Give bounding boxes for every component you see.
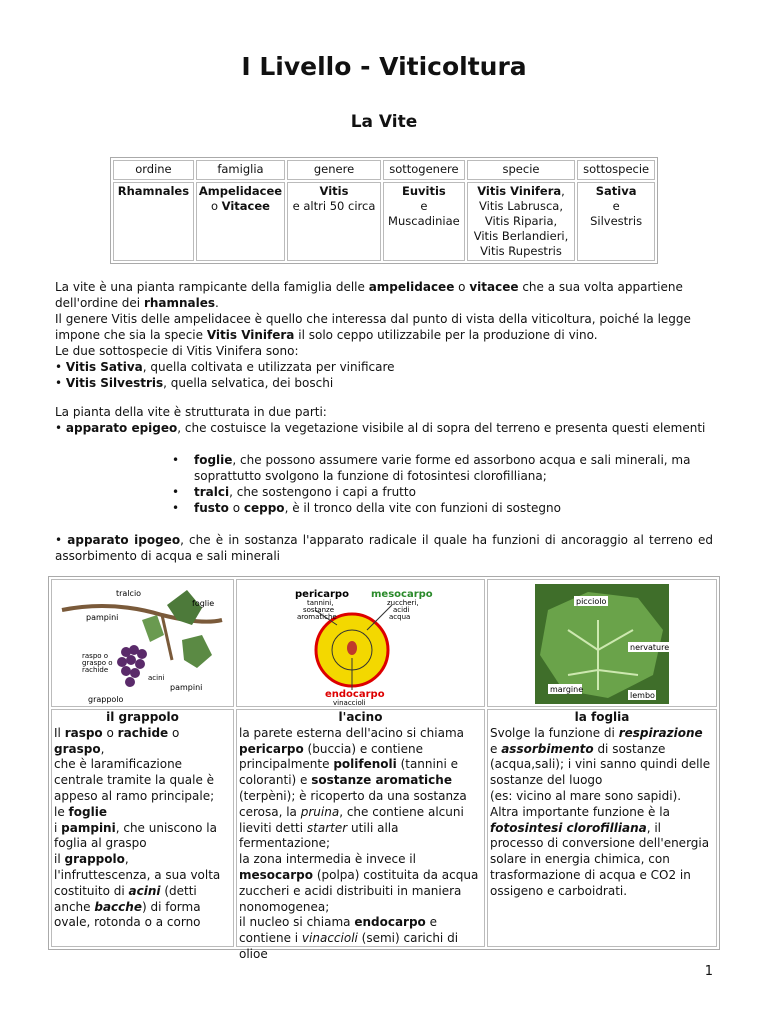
label-foglie: foglie	[192, 599, 215, 608]
grappolo-text-cell	[51, 709, 234, 947]
page-title: I Livello - Viticoltura	[241, 52, 527, 81]
genere-a: Vitis	[319, 184, 349, 198]
cell-specie	[467, 182, 575, 261]
p1-bold: Vitis Sativa	[65, 360, 143, 374]
col2-text: e contiene i	[239, 915, 437, 946]
col2-text: la zona intermedia è invece il	[239, 852, 416, 867]
p1-text: che a sua volta appartiene dell'ordine dei	[55, 280, 683, 310]
famiglia-a: Ampelidacee	[198, 184, 283, 198]
famiglia-b: Vitacee	[221, 199, 270, 213]
specie-comma: ,	[561, 184, 565, 198]
famiglia-o: o	[210, 199, 218, 213]
ipogeo-paragraph	[55, 532, 713, 564]
taxonomy-table	[110, 157, 658, 264]
col2-bold: polifenoli	[333, 757, 397, 772]
col2-bold: endocarpo	[354, 915, 426, 930]
specie-b: Vitis Labrusca,	[479, 199, 563, 213]
header-specie: specie	[467, 160, 575, 180]
specie-e: Vitis Rupestris	[480, 244, 562, 258]
header-genere: genere	[287, 160, 381, 180]
col1-text: o	[102, 725, 118, 740]
sottogenere-b: Muscadiniae	[388, 214, 460, 228]
col1-text: che è laramificazione centrale tramite la quale è appeso al ramo principale;	[54, 757, 215, 803]
label-picciolo: picciolo	[576, 597, 607, 606]
col2-bold: pericarpo	[239, 741, 304, 756]
taxonomy-data-row	[113, 182, 655, 261]
sottospecie-e: e	[612, 199, 620, 213]
cell-genere	[287, 182, 381, 261]
cell-ordine	[113, 182, 194, 261]
col3-bold-italic: assorbimento	[501, 741, 594, 756]
col1-bold: foglie	[68, 804, 107, 819]
label-pampini-2: pampini	[170, 683, 203, 692]
label-nervature: nervature	[630, 643, 670, 652]
label-zuccheri: zuccheri,	[387, 599, 419, 607]
item-bold: ceppo	[243, 501, 285, 515]
col1-text: , che uniscono la foglia al graspo	[54, 820, 217, 851]
col1-text: Il	[54, 725, 65, 740]
col1-bold: rachide	[117, 725, 169, 740]
item-text: , è il tronco della vite con funzioni di sostegno	[284, 501, 561, 515]
list-item	[172, 500, 713, 516]
col1-bold: raspo	[64, 725, 103, 740]
col2-text: , che contiene alcuni lieviti detti	[239, 804, 464, 835]
col2-text: (polpa) costituita da acqua zuccheri e acidi distribuiti in maniera nonomogenea;	[239, 867, 479, 914]
label-rachide: rachide	[82, 666, 109, 674]
p2-text: La pianta della vite è strutturata in due parti:	[55, 405, 327, 419]
p2-bold: apparato epigeo	[65, 421, 178, 435]
col2-text: la parete esterna dell'acino si chiama	[239, 725, 464, 740]
col1-bold: graspo	[54, 741, 101, 756]
sottogenere-a: Euvitis	[402, 184, 446, 198]
label-endocarpo: endocarpo	[325, 689, 385, 700]
col1-bold: grappolo	[64, 852, 125, 867]
grappolo-image-cell	[51, 579, 234, 707]
header-famiglia: famiglia	[196, 160, 285, 180]
label-aromatiche: aromatiche	[297, 613, 337, 621]
col1-text: l'infruttescenza, a sua volta costituito di	[54, 867, 221, 898]
col3-bold-italic: respirazione	[618, 725, 703, 740]
specie-d: Vitis Berlandieri,	[473, 229, 569, 243]
col2-italic: starter	[306, 820, 348, 835]
ordine-value: Rhamnales	[117, 184, 190, 198]
p1-bold: rhamnales	[143, 296, 216, 310]
col1-text: ,	[100, 741, 105, 756]
label-tannini: tannini,	[307, 599, 334, 607]
p1-bold: Vitis Silvestris	[65, 376, 164, 390]
col2-bold: mesocarpo	[239, 867, 313, 882]
p3-text: , che è in sostanza l'apparato radicale il quale ha funzioni di ancoraggio al terreno ed assorbimento di acqua e sali minerali	[55, 533, 714, 563]
col2-text: (semi) carichi di olioe	[239, 931, 459, 961]
label-pampini: pampini	[86, 613, 119, 622]
sottospecie-a: Sativa	[595, 184, 637, 198]
p1-bold: vitacee	[469, 280, 519, 294]
col1-text: il	[54, 852, 65, 867]
specie-a: Vitis Vinifera	[477, 184, 562, 198]
item-bold: fusto	[194, 501, 229, 515]
foglia-text-cell	[487, 709, 717, 947]
p2-text: , che costuisce la vegetazione visibile al di sopra del terreno e presenta questi elementi	[177, 421, 706, 435]
bullet-icon: •	[55, 421, 63, 435]
section-subtitle: La Vite	[350, 112, 418, 132]
col3-text: di sostanze (acqua,sali); i vini sanno quindi delle sostanze del luogo	[490, 741, 711, 788]
p1-text: Le due sottospecie di Vitis Vinifera sono:	[55, 344, 299, 358]
specie-c: Vitis Riparia,	[484, 214, 558, 228]
col1-text: i	[54, 820, 62, 835]
page-number: 1	[704, 964, 713, 979]
p1-text: il solo ceppo utilizzabile per la produzione di vino.	[294, 328, 598, 342]
bullet-icon: •	[55, 360, 63, 374]
p1-text: o	[454, 280, 470, 294]
col1-bold: pampini	[61, 820, 116, 835]
label-sostanze: sostanze	[303, 606, 335, 614]
p1-text: Il genere Vitis delle ampelidacee è quello che interessa dal punto di vista della viticoltura, poiché la legge impone che sia la specie	[55, 312, 691, 342]
acino-heading: l'acino	[338, 710, 383, 724]
structure-paragraph	[55, 404, 713, 436]
epigeo-list	[172, 452, 713, 516]
genere-b: e altri 50 circa	[292, 199, 376, 213]
item-text: , che possono assumere varie forme ed assorbono acqua e sali minerali, ma soprattutto svolgono la funzione di fotosintesi clorofilliana;	[194, 453, 691, 483]
p1-text: , quella selvatica, dei boschi	[163, 376, 334, 390]
label-pericarpo: pericarpo	[295, 589, 349, 600]
bullet-icon: •	[55, 533, 63, 547]
label-graspo: graspo o	[82, 659, 113, 667]
col3-text: Altra importante funzione è la	[490, 804, 670, 819]
label-lembo: lembo	[630, 691, 655, 700]
header-sottospecie: sottospecie	[577, 160, 655, 180]
label-tralcio: tralcio	[116, 589, 142, 598]
col3-text: , il processo di conversione dell'energia solare in energia chimica, con trasformazione di acqua e CO2 in ossigeno e carboidrati.	[490, 820, 710, 898]
item-text: o	[228, 501, 244, 515]
sottospecie-b: Silvestris	[590, 214, 643, 228]
col1-text: le	[54, 804, 69, 819]
col1-bold-italic: bacche	[94, 899, 142, 914]
acino-text-cell	[236, 709, 485, 961]
grappolo-illustration	[52, 580, 233, 706]
item-bold: tralci	[194, 485, 230, 499]
acino-image-cell	[236, 579, 485, 707]
list-item	[172, 452, 713, 484]
item-text: , che sostengono i capi a frutto	[229, 485, 416, 499]
cell-sottospecie	[577, 182, 655, 261]
sottogenere-e: e	[420, 199, 428, 213]
col2-italic: pruina	[300, 804, 340, 819]
col1-text: ) di forma ovale, rotonda o a corno	[54, 899, 201, 930]
col2-bold: sostanze aromatiche	[311, 773, 452, 788]
col2-text: il nucleo si chiama	[239, 915, 355, 930]
intro-paragraph	[55, 279, 713, 391]
p1-text: , quella coltivata e utilizzata per vinificare	[142, 360, 395, 374]
col1-text: (detti anche	[54, 883, 197, 914]
bullet-icon: •	[55, 376, 63, 390]
grappolo-heading: il grappolo	[106, 710, 179, 724]
col3-bold-italic: fotosintesi clorofilliana	[490, 820, 647, 835]
label-acidi: acidi	[393, 606, 410, 614]
item-bold: foglie	[194, 453, 233, 467]
col3-text: e	[490, 741, 502, 756]
header-sottogenere: sottogenere	[383, 160, 465, 180]
col2-text: (tannini e coloranti) e	[239, 757, 458, 788]
label-mesocarpo: mesocarpo	[371, 589, 433, 600]
foglia-heading: la foglia	[574, 710, 630, 724]
parts-grid	[48, 576, 720, 961]
list-item	[172, 484, 713, 500]
label-vinaccioli: vinaccioli	[333, 699, 366, 706]
col3-text: (es: vicino al mare sono sapidi).	[490, 788, 682, 803]
foglia-image-cell	[487, 579, 717, 707]
p3-bold: apparato ipogeo	[67, 533, 181, 547]
p1-bold: Vitis Vinifera	[206, 328, 295, 342]
col2-italic: vinaccioli	[301, 931, 358, 946]
col2-text: (terpèni); è ricoperto da una sostanza cerosa, la	[239, 788, 467, 819]
col1-text: ,	[124, 852, 129, 867]
label-raspo: raspo o	[82, 652, 109, 660]
cell-sottogenere	[383, 182, 465, 261]
label-margine: margine	[550, 685, 584, 694]
label-acini: acini	[148, 674, 165, 682]
label-acqua: acqua	[389, 613, 411, 621]
col1-bold-italic: acini	[128, 883, 161, 898]
label-grappolo: grappolo	[88, 695, 124, 704]
p1-text: .	[215, 296, 219, 310]
cell-famiglia	[196, 182, 285, 261]
col2-text: utili alla fermentazione;	[239, 820, 399, 851]
taxonomy-header-row	[113, 160, 655, 180]
p1-bold: ampelidacee	[368, 280, 455, 294]
foglia-photo	[488, 580, 716, 706]
header-ordine: ordine	[113, 160, 194, 180]
col3-text: Svolge la funzione di	[490, 725, 619, 740]
acino-illustration	[237, 580, 484, 706]
col1-text: o	[168, 725, 180, 740]
p1-text: La vite è una pianta rampicante della famiglia delle	[55, 280, 369, 294]
col2-text: (buccia) e contiene principalmente	[239, 741, 423, 772]
